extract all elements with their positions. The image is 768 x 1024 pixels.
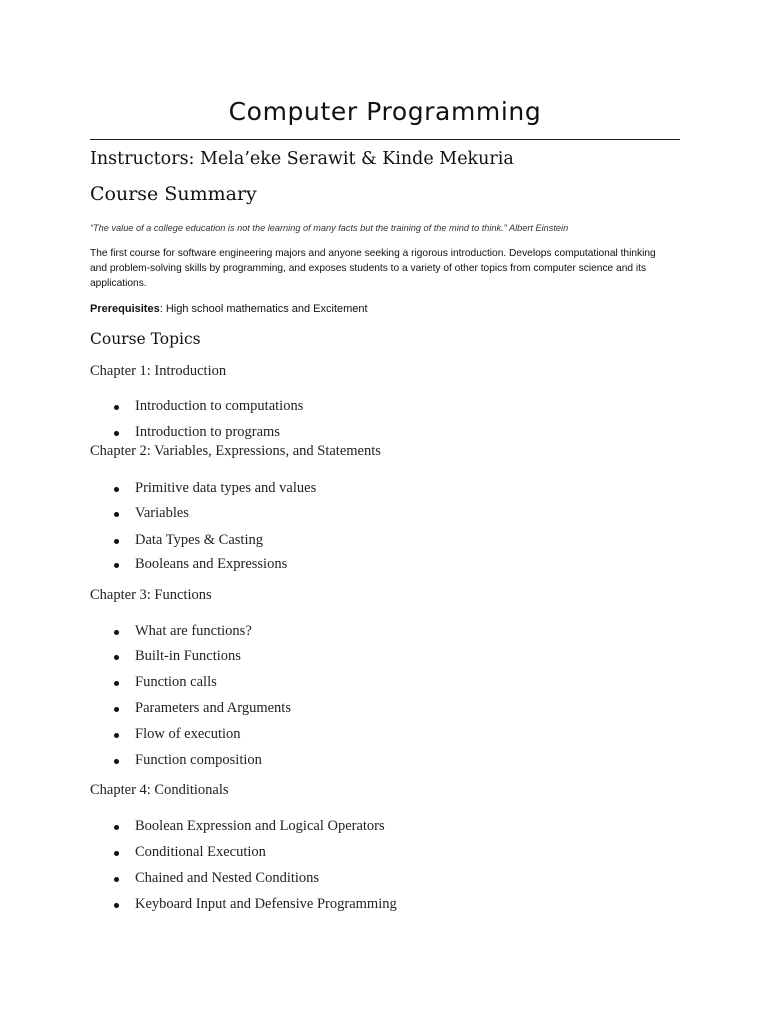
- list-item: Introduction to programs: [135, 424, 280, 441]
- title-divider: [90, 139, 680, 140]
- list-item: What are functions?: [135, 623, 252, 640]
- course-topics-heading: Course Topics: [90, 330, 201, 348]
- list-item: Data Types & Casting: [135, 532, 263, 549]
- bullet-icon: [114, 903, 119, 908]
- bullet-icon: [114, 512, 119, 517]
- chapter-2-title: Chapter 2: Variables, Expressions, and Statements: [90, 443, 381, 459]
- description-line: and problem-solving skills by programming, and exposes students to a variety of other topics from computer science and its: [90, 263, 647, 274]
- einstein-quote: “The value of a college education is not the learning of many facts but the training of the mind to think.” Albert Einstein: [90, 223, 569, 233]
- bullet-icon: [114, 851, 119, 856]
- prerequisites-line: [90, 303, 368, 315]
- chapter-3-title: Chapter 3: Functions: [90, 587, 212, 603]
- bullet-icon: [114, 655, 119, 660]
- list-item: Built-in Functions: [135, 648, 241, 665]
- list-item: Parameters and Arguments: [135, 700, 291, 717]
- list-item: Function calls: [135, 674, 217, 691]
- bullet-icon: [114, 563, 119, 568]
- list-item: Function composition: [135, 752, 262, 769]
- bullet-icon: [114, 733, 119, 738]
- document-title: Computer Programming: [228, 97, 542, 126]
- list-item: Boolean Expression and Logical Operators: [135, 818, 385, 835]
- bullet-icon: [114, 877, 119, 882]
- instructors-line: Instructors: Mela’eke Serawit & Kinde Mekuria: [90, 149, 514, 169]
- bullet-icon: [114, 825, 119, 830]
- chapter-4-title: Chapter 4: Conditionals: [90, 782, 229, 798]
- list-item: Conditional Execution: [135, 844, 266, 861]
- course-summary-heading: Course Summary: [90, 183, 257, 205]
- bullet-icon: [114, 487, 119, 492]
- bullet-icon: [114, 681, 119, 686]
- bullet-icon: [114, 759, 119, 764]
- list-item: Introduction to computations: [135, 398, 303, 415]
- list-item: Flow of execution: [135, 726, 241, 743]
- description-line: applications.: [90, 278, 147, 289]
- bullet-icon: [114, 630, 119, 635]
- list-item: Variables: [135, 505, 189, 522]
- description-line: The first course for software engineering majors and anyone seeking a rigorous introduction. Develops computational thinking: [90, 248, 656, 259]
- list-item: Keyboard Input and Defensive Programming: [135, 896, 397, 913]
- prerequisites-value: : High school mathematics and Excitement: [159, 303, 368, 315]
- chapter-1-title: Chapter 1: Introduction: [90, 363, 227, 379]
- list-item: Booleans and Expressions: [135, 556, 287, 573]
- list-item: Chained and Nested Conditions: [135, 870, 319, 887]
- course-description: [90, 246, 680, 291]
- bullet-icon: [114, 405, 119, 410]
- list-item: Primitive data types and values: [135, 480, 316, 497]
- prerequisites-label: Prerequisites: [90, 303, 160, 315]
- bullet-icon: [114, 431, 119, 436]
- bullet-icon: [114, 707, 119, 712]
- bullet-icon: [114, 539, 119, 544]
